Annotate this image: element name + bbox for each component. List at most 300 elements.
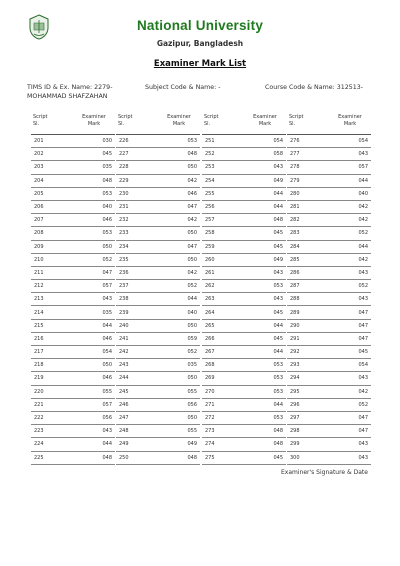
table-row: [116, 438, 200, 451]
table-row: [202, 372, 286, 385]
examiner-mark-cell: 052: [329, 280, 371, 293]
script-sl-cell: 212: [31, 280, 73, 293]
table-row: [116, 174, 200, 187]
examiner-mark-cell: 045: [244, 240, 286, 253]
script-sl-cell: 230: [116, 187, 158, 200]
script-sl-cell: 281: [287, 200, 329, 213]
examiner-mark-cell: 054: [244, 135, 286, 148]
table-row: [287, 280, 371, 293]
table-header-row: [287, 114, 371, 135]
mark-table-4: [287, 114, 371, 465]
examiner-mark-cell: 047: [329, 306, 371, 319]
script-sl-cell: 269: [202, 372, 244, 385]
table-row: [116, 372, 200, 385]
table-row: [202, 359, 286, 372]
table-row: [202, 135, 286, 148]
table-row: [31, 266, 115, 279]
script-sl-cell: 201: [31, 135, 73, 148]
examiner-mark-cell: 044: [73, 438, 115, 451]
examiner-mark-cell: 048: [73, 174, 115, 187]
script-sl-cell: 286: [287, 266, 329, 279]
table-row: [287, 161, 371, 174]
examiner-mark-cell: 044: [73, 319, 115, 332]
script-sl-cell: 288: [287, 293, 329, 306]
script-sl-cell: 225: [31, 451, 73, 464]
script-sl-cell: 255: [202, 187, 244, 200]
table-row: [202, 451, 286, 464]
table-row: [287, 411, 371, 424]
examiner-mark-cell: 042: [329, 253, 371, 266]
script-sl-cell: 292: [287, 346, 329, 359]
table-row: [116, 411, 200, 424]
examiner-mark-cell: 057: [73, 280, 115, 293]
table-row: [202, 174, 286, 187]
examiner-mark-cell: 053: [73, 227, 115, 240]
examiner-mark-cell: 035: [158, 359, 200, 372]
script-sl-cell: 259: [202, 240, 244, 253]
examiner-mark-cell: 044: [329, 174, 371, 187]
examiner-mark-cell: 042: [158, 214, 200, 227]
examiner-mark-cell: 046: [158, 187, 200, 200]
examiner-mark-cell: 045: [244, 227, 286, 240]
examiner-mark-cell: 050: [73, 240, 115, 253]
script-sl-cell: 274: [202, 438, 244, 451]
examiner-mark-header: Examiner Mark: [329, 114, 371, 135]
table-row: [116, 346, 200, 359]
script-sl-header: Script Sl.: [287, 114, 329, 135]
examiner-mark-cell: 045: [73, 148, 115, 161]
examiner-mark-header: Examiner Mark: [244, 114, 286, 135]
table-row: [202, 266, 286, 279]
examiner-mark-cell: 045: [329, 346, 371, 359]
table-row: [287, 385, 371, 398]
examiner-mark-cell: 054: [73, 346, 115, 359]
examiner-mark-cell: 044: [244, 187, 286, 200]
examiner-mark-cell: 042: [329, 385, 371, 398]
script-sl-cell: 296: [287, 398, 329, 411]
examiner-mark-cell: 044: [244, 398, 286, 411]
examiner-mark-cell: 048: [244, 425, 286, 438]
examiner-mark-cell: 050: [158, 372, 200, 385]
table-row: [116, 398, 200, 411]
table-row: [31, 385, 115, 398]
script-sl-cell: 217: [31, 346, 73, 359]
examiner-mark-cell: 053: [244, 411, 286, 424]
examiner-mark-cell: 043: [329, 451, 371, 464]
table-row: [287, 319, 371, 332]
script-sl-cell: 206: [31, 200, 73, 213]
script-sl-cell: 249: [116, 438, 158, 451]
table-row: [287, 253, 371, 266]
table-row: [202, 398, 286, 411]
examiner-mark-cell: 044: [329, 240, 371, 253]
script-sl-cell: 261: [202, 266, 244, 279]
script-sl-cell: 299: [287, 438, 329, 451]
script-sl-cell: 268: [202, 359, 244, 372]
tims-id-label: TIMS ID & Ex. Name: 2279-: [27, 84, 113, 91]
script-sl-cell: 256: [202, 200, 244, 213]
script-sl-cell: 294: [287, 372, 329, 385]
examiner-mark-cell: 035: [73, 306, 115, 319]
table-row: [116, 280, 200, 293]
table-row: [31, 174, 115, 187]
examiner-mark-cell: 047: [329, 411, 371, 424]
script-sl-cell: 280: [287, 187, 329, 200]
script-sl-cell: 273: [202, 425, 244, 438]
table-header-row: [116, 114, 200, 135]
table-row: [202, 293, 286, 306]
table-row: [287, 346, 371, 359]
examiner-mark-cell: 043: [244, 161, 286, 174]
table-row: [287, 174, 371, 187]
table-row: [116, 319, 200, 332]
table-row: [31, 240, 115, 253]
examiner-mark-cell: 048: [244, 214, 286, 227]
script-sl-cell: 275: [202, 451, 244, 464]
university-name: National University: [136, 18, 264, 33]
examiner-mark-cell: 057: [329, 161, 371, 174]
script-sl-cell: 243: [116, 359, 158, 372]
table-row: [31, 372, 115, 385]
table-row: [31, 148, 115, 161]
script-sl-cell: 222: [31, 411, 73, 424]
table-row: [287, 438, 371, 451]
examiner-mark-cell: 043: [73, 293, 115, 306]
examiner-mark-cell: 042: [329, 214, 371, 227]
examiner-mark-cell: 056: [158, 398, 200, 411]
script-sl-cell: 213: [31, 293, 73, 306]
script-sl-cell: 235: [116, 253, 158, 266]
examiner-mark-cell: 055: [73, 385, 115, 398]
table-row: [202, 187, 286, 200]
examiner-mark-cell: 030: [73, 135, 115, 148]
table-row: [287, 200, 371, 213]
examiner-mark-cell: 043: [329, 266, 371, 279]
examiner-mark-cell: 044: [244, 319, 286, 332]
script-sl-cell: 219: [31, 372, 73, 385]
script-sl-cell: 264: [202, 306, 244, 319]
examiner-mark-cell: 046: [73, 214, 115, 227]
script-sl-cell: 282: [287, 214, 329, 227]
examiner-mark-cell: 045: [244, 332, 286, 345]
script-sl-cell: 251: [202, 135, 244, 148]
page-title: Examiner Mark List: [153, 59, 247, 69]
script-sl-cell: 271: [202, 398, 244, 411]
table-row: [202, 161, 286, 174]
table-row: [116, 293, 200, 306]
examiner-mark-cell: 044: [158, 293, 200, 306]
examiner-mark-cell: 049: [244, 253, 286, 266]
script-sl-cell: 226: [116, 135, 158, 148]
examiner-mark-cell: 055: [158, 385, 200, 398]
table-row: [202, 214, 286, 227]
script-sl-cell: 237: [116, 280, 158, 293]
examiner-mark-cell: 043: [329, 372, 371, 385]
examiner-mark-cell: 057: [73, 398, 115, 411]
table-row: [202, 227, 286, 240]
table-row: [116, 306, 200, 319]
examiner-mark-header: Examiner Mark: [73, 114, 115, 135]
examiner-mark-cell: 056: [73, 411, 115, 424]
table-row: [31, 319, 115, 332]
examiner-mark-cell: 054: [329, 135, 371, 148]
script-sl-cell: 205: [31, 187, 73, 200]
examiner-mark-cell: 048: [73, 451, 115, 464]
script-sl-cell: 293: [287, 359, 329, 372]
table-row: [31, 293, 115, 306]
script-sl-header: Script Sl.: [116, 114, 158, 135]
script-sl-cell: 233: [116, 227, 158, 240]
table-row: [116, 200, 200, 213]
table-row: [287, 214, 371, 227]
table-row: [202, 280, 286, 293]
examiner-mark-cell: 045: [244, 306, 286, 319]
script-sl-cell: 207: [31, 214, 73, 227]
table-row: [31, 253, 115, 266]
course-label: Course Code & Name: 312513-: [265, 84, 364, 91]
script-sl-cell: 250: [116, 451, 158, 464]
examiner-mark-cell: 043: [329, 148, 371, 161]
script-sl-cell: 283: [287, 227, 329, 240]
script-sl-cell: 287: [287, 280, 329, 293]
table-row: [202, 200, 286, 213]
script-sl-cell: 267: [202, 346, 244, 359]
table-row: [116, 135, 200, 148]
table-row: [31, 332, 115, 345]
table-row: [116, 385, 200, 398]
script-sl-cell: 245: [116, 385, 158, 398]
examiner-mark-cell: 048: [158, 148, 200, 161]
script-sl-cell: 300: [287, 451, 329, 464]
script-sl-cell: 284: [287, 240, 329, 253]
script-sl-cell: 279: [287, 174, 329, 187]
script-sl-header: Script Sl.: [202, 114, 244, 135]
examiner-mark-cell: 053: [244, 280, 286, 293]
script-sl-cell: 223: [31, 425, 73, 438]
table-header-row: [31, 114, 115, 135]
examiner-mark-cell: 053: [244, 359, 286, 372]
script-sl-cell: 246: [116, 398, 158, 411]
table-row: [116, 451, 200, 464]
table-row: [202, 411, 286, 424]
script-sl-cell: 270: [202, 385, 244, 398]
table-row: [31, 398, 115, 411]
table-row: [287, 398, 371, 411]
script-sl-cell: 263: [202, 293, 244, 306]
script-sl-cell: 278: [287, 161, 329, 174]
table-row: [287, 425, 371, 438]
examiner-mark-cell: 040: [329, 187, 371, 200]
examiner-signature-label: Examiner's Signature & Date: [281, 469, 368, 476]
table-row: [116, 227, 200, 240]
examiner-mark-cell: 047: [158, 240, 200, 253]
table-row: [116, 266, 200, 279]
script-sl-cell: 208: [31, 227, 73, 240]
examiner-mark-cell: 052: [158, 280, 200, 293]
examiner-mark-cell: 043: [329, 293, 371, 306]
script-sl-cell: 204: [31, 174, 73, 187]
table-header-row: [202, 114, 286, 135]
table-row: [31, 346, 115, 359]
examiner-mark-cell: 040: [73, 200, 115, 213]
script-sl-cell: 227: [116, 148, 158, 161]
script-sl-cell: 291: [287, 332, 329, 345]
examiner-mark-cell: 043: [329, 438, 371, 451]
examiner-mark-cell: 053: [244, 385, 286, 398]
mark-table-3: [202, 114, 286, 465]
examiner-mark-cell: 052: [73, 253, 115, 266]
script-sl-cell: 253: [202, 161, 244, 174]
script-sl-cell: 241: [116, 332, 158, 345]
examiner-mark-cell: 042: [329, 200, 371, 213]
script-sl-cell: 247: [116, 411, 158, 424]
table-row: [31, 227, 115, 240]
script-sl-cell: 209: [31, 240, 73, 253]
table-row: [202, 240, 286, 253]
script-sl-cell: 238: [116, 293, 158, 306]
examiner-mark-cell: 046: [73, 372, 115, 385]
script-sl-cell: 232: [116, 214, 158, 227]
script-sl-cell: 215: [31, 319, 73, 332]
table-row: [116, 148, 200, 161]
script-sl-cell: 244: [116, 372, 158, 385]
table-row: [116, 161, 200, 174]
examiner-mark-cell: 043: [244, 266, 286, 279]
table-row: [116, 240, 200, 253]
table-row: [287, 240, 371, 253]
examiner-mark-cell: 059: [158, 332, 200, 345]
script-sl-header: Script Sl.: [31, 114, 73, 135]
examiner-mark-cell: 047: [329, 425, 371, 438]
table-row: [31, 200, 115, 213]
examiner-mark-cell: 043: [73, 425, 115, 438]
examiner-mark-cell: 048: [244, 438, 286, 451]
examiner-mark-cell: 055: [158, 425, 200, 438]
examiner-mark-cell: 047: [73, 266, 115, 279]
table-row: [31, 280, 115, 293]
table-row: [202, 346, 286, 359]
table-row: [287, 306, 371, 319]
examiner-mark-cell: 043: [244, 293, 286, 306]
examiner-mark-cell: 035: [73, 161, 115, 174]
script-sl-cell: 214: [31, 306, 73, 319]
examiner-mark-cell: 047: [329, 319, 371, 332]
examiner-mark-cell: 050: [158, 319, 200, 332]
script-sl-cell: 257: [202, 214, 244, 227]
script-sl-cell: 242: [116, 346, 158, 359]
examiner-mark-cell: 048: [158, 451, 200, 464]
examiner-mark-cell: 044: [244, 346, 286, 359]
table-row: [202, 306, 286, 319]
table-row: [116, 214, 200, 227]
examiner-mark-cell: 052: [158, 346, 200, 359]
script-sl-cell: 265: [202, 319, 244, 332]
examiner-mark-cell: 045: [244, 451, 286, 464]
script-sl-cell: 298: [287, 425, 329, 438]
script-sl-cell: 266: [202, 332, 244, 345]
script-sl-cell: 236: [116, 266, 158, 279]
table-row: [287, 359, 371, 372]
script-sl-cell: 295: [287, 385, 329, 398]
examiner-mark-cell: 050: [73, 359, 115, 372]
examiner-mark-cell: 053: [158, 135, 200, 148]
table-row: [116, 359, 200, 372]
examiner-mark-header: Examiner Mark: [158, 114, 200, 135]
examiner-mark-cell: 054: [329, 359, 371, 372]
examiner-mark-cell: 042: [158, 174, 200, 187]
table-row: [31, 161, 115, 174]
table-row: [287, 227, 371, 240]
script-sl-cell: 289: [287, 306, 329, 319]
table-row: [116, 253, 200, 266]
examiner-mark-cell: 050: [158, 253, 200, 266]
table-row: [31, 411, 115, 424]
table-row: [202, 385, 286, 398]
examiner-mark-cell: 049: [244, 174, 286, 187]
table-row: [287, 451, 371, 464]
table-row: [31, 135, 115, 148]
table-row: [202, 425, 286, 438]
table-row: [202, 253, 286, 266]
table-row: [202, 438, 286, 451]
examiner-mark-cell: 050: [158, 227, 200, 240]
table-row: [31, 187, 115, 200]
table-row: [31, 306, 115, 319]
table-row: [202, 148, 286, 161]
table-row: [116, 332, 200, 345]
mark-table-1: [31, 114, 115, 465]
table-row: [287, 148, 371, 161]
table-row: [287, 372, 371, 385]
script-sl-cell: 285: [287, 253, 329, 266]
script-sl-cell: 224: [31, 438, 73, 451]
script-sl-cell: 210: [31, 253, 73, 266]
script-sl-cell: 211: [31, 266, 73, 279]
table-row: [116, 425, 200, 438]
script-sl-cell: 229: [116, 174, 158, 187]
script-sl-cell: 203: [31, 161, 73, 174]
table-row: [31, 425, 115, 438]
table-row: [287, 293, 371, 306]
script-sl-cell: 260: [202, 253, 244, 266]
script-sl-cell: 290: [287, 319, 329, 332]
table-row: [287, 332, 371, 345]
script-sl-cell: 239: [116, 306, 158, 319]
table-row: [287, 187, 371, 200]
table-row: [31, 451, 115, 464]
examiner-mark-cell: 052: [329, 398, 371, 411]
examiner-mark-cell: 052: [329, 227, 371, 240]
script-sl-cell: 277: [287, 148, 329, 161]
table-row: [287, 266, 371, 279]
table-row: [287, 135, 371, 148]
script-sl-cell: 276: [287, 135, 329, 148]
table-row: [202, 319, 286, 332]
script-sl-cell: 228: [116, 161, 158, 174]
examiner-mark-cell: 042: [158, 266, 200, 279]
examiner-name: MOHAMMAD SHAFZAHAN: [27, 93, 108, 100]
script-sl-cell: 262: [202, 280, 244, 293]
table-row: [31, 214, 115, 227]
examiner-mark-cell: 044: [244, 200, 286, 213]
script-sl-cell: 216: [31, 332, 73, 345]
script-sl-cell: 231: [116, 200, 158, 213]
script-sl-cell: 254: [202, 174, 244, 187]
examiner-mark-cell: 049: [158, 438, 200, 451]
script-sl-cell: 258: [202, 227, 244, 240]
examiner-mark-cell: 047: [329, 332, 371, 345]
table-row: [31, 438, 115, 451]
